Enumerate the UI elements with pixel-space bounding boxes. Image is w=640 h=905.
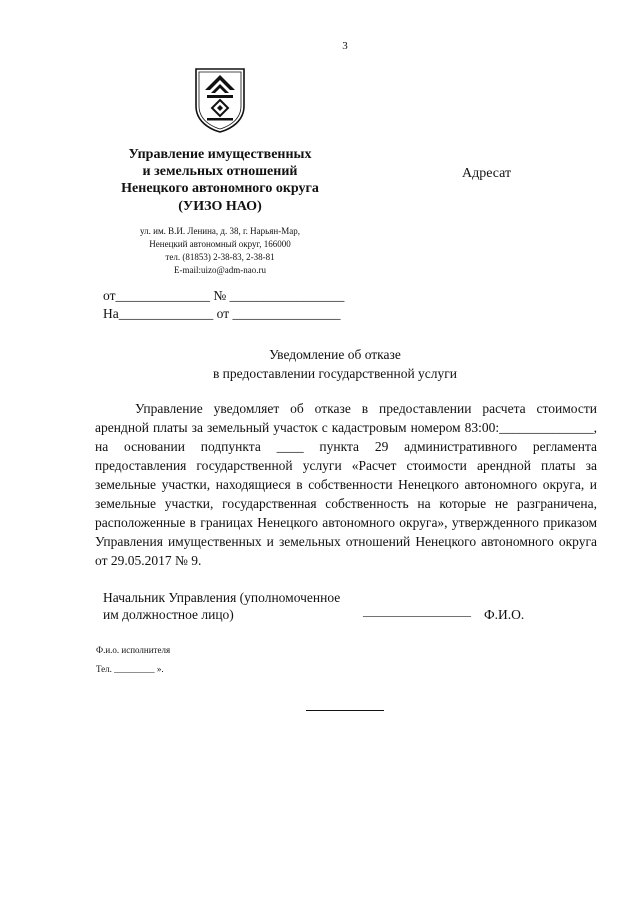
signatory-title: Начальник Управления (уполномоченное bbox=[103, 590, 341, 605]
executor-phone: Тел. _________ ». bbox=[96, 664, 164, 674]
document-title: Уведомление об отказе bbox=[269, 347, 401, 362]
signatory-title-cont: им должностное лицо) bbox=[103, 607, 234, 622]
notice-body-text: Управление уведомляет об отказе в предоставлении расчета стоимости арендной платы за земельный участок с кадастровым номером 83:00:______________, на основании подпункта ____ пункта 29 административного регламента предоставления государственной услуги «Расчет стоимости арендной платы за земельные участки, находящиеся в собственности Ненецкого автономного округа, и земельные участки, государственная собственность на которые не разграничена, расположенные в границах Ненецкого автономного округа», утвержденного приказом Управления имущественных и земельных отношений Ненецкого автономного округа от 29.05.2017 № 9. bbox=[95, 401, 597, 568]
registration-reference: На______________ от ________________ bbox=[103, 306, 341, 321]
registration-date-number: от______________ № _________________ bbox=[103, 288, 345, 303]
signatory-fio: Ф.И.О. bbox=[484, 607, 525, 622]
organization-abbreviation: (УИЗО НАО) bbox=[178, 199, 262, 214]
signature-line: __________________ bbox=[363, 604, 471, 618]
organization-name-line: и земельных отношений bbox=[142, 164, 298, 179]
phone-line: тел. (81853) 2-38-83, 2-38-81 bbox=[165, 252, 275, 262]
address-line: Ненецкий автономный округ, 166000 bbox=[149, 239, 291, 249]
document-subtitle: в предоставлении государственной услуги bbox=[212, 366, 458, 381]
page-number: 3 bbox=[342, 40, 348, 52]
addressee-label: Адресат bbox=[462, 166, 512, 181]
email-line: E-mail:uizo@adm-nao.ru bbox=[173, 265, 266, 275]
bottom-separator-line bbox=[306, 710, 384, 711]
coat-of-arms-emblem bbox=[193, 66, 247, 134]
organization-name-line: Ненецкого автономного округа bbox=[121, 181, 319, 196]
organization-name-line: Управление имущественных bbox=[128, 147, 312, 162]
executor-label: Ф.и.о. исполнителя bbox=[96, 645, 171, 655]
address-line: ул. им. В.И. Ленина, д. 38, г. Нарьян-Мар, bbox=[140, 226, 300, 236]
